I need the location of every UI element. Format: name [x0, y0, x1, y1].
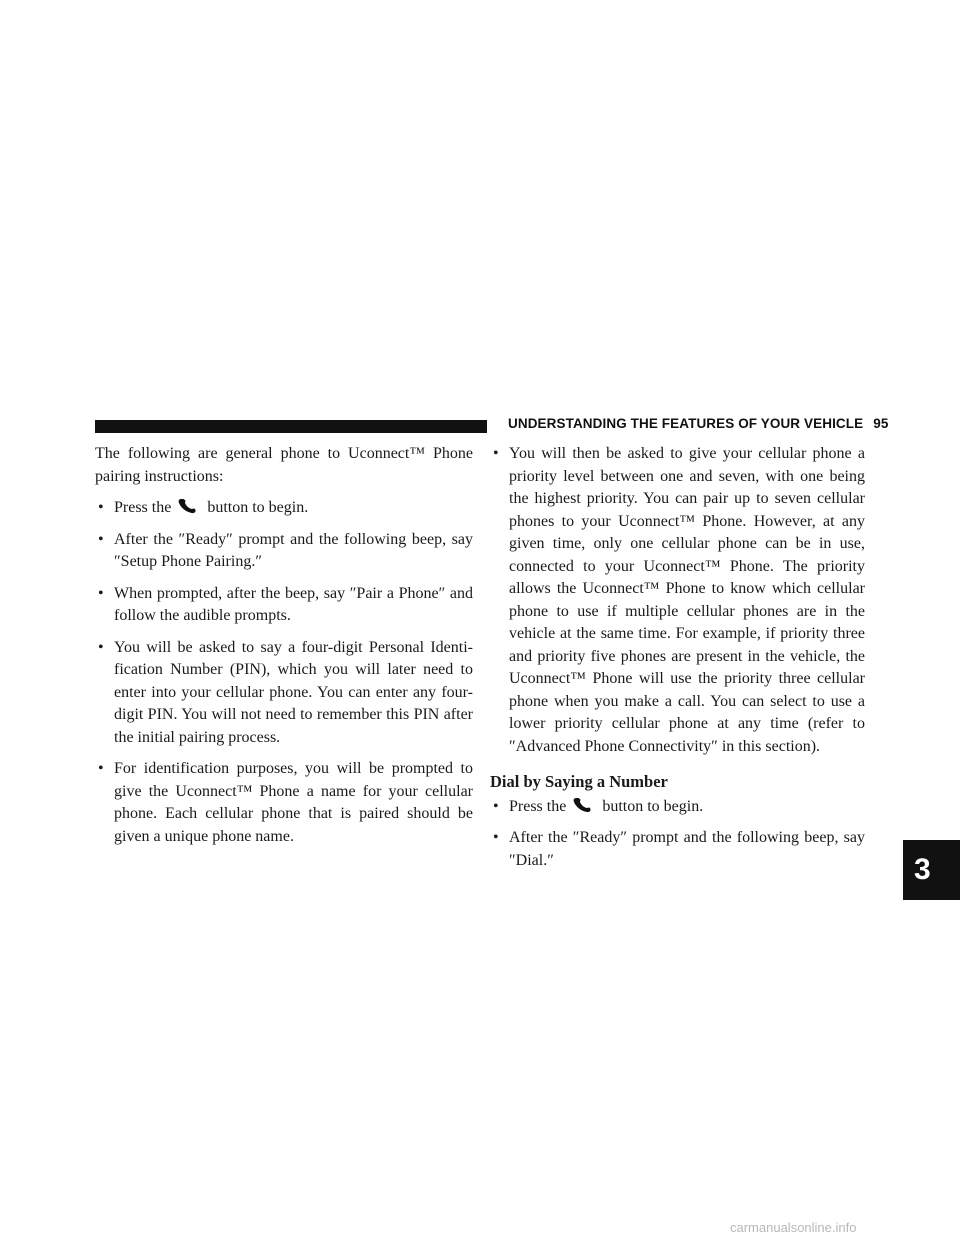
list-item-text: button to begin.	[207, 499, 309, 516]
chapter-tab[interactable]: 3	[903, 840, 960, 900]
left-column	[95, 443, 473, 848]
list-item	[95, 497, 473, 520]
watermark: carmanualsonline.info	[730, 1220, 857, 1235]
list-item	[95, 529, 473, 574]
bullet: •	[98, 638, 104, 656]
list-item-text: When prompted, after the beep, say ″Pair a Phone″ and follow the audible prompts.	[114, 584, 473, 624]
bullet: •	[98, 530, 104, 548]
list-item	[490, 827, 865, 872]
list-item	[95, 583, 473, 628]
section-heading: Dial by Saying a Number	[490, 772, 668, 791]
list-item-text: Press the	[114, 499, 172, 516]
list-item-text: Press the	[509, 797, 567, 815]
list-item	[95, 637, 473, 750]
list-item-text: You will be asked to say a four-digit Personal Identi-fication Number (PIN), which you will later need to enter into your cellular phone. You can enter any four-digit PIN. You will not need to remember this PIN after the initial pairing process.	[114, 638, 473, 746]
page-number: 95	[873, 416, 889, 431]
phone-handset-icon	[175, 498, 203, 514]
bullet: •	[98, 499, 104, 516]
intro-paragraph: The following are general phone to Uconnect™ Phone pairing instructions:	[95, 445, 473, 485]
list-item-text: After the ″Ready″ prompt and the following beep, say ″Setup Phone Pairing.″	[114, 530, 473, 570]
bullet: •	[493, 445, 499, 462]
bullet: •	[493, 829, 499, 846]
bullet: •	[98, 760, 104, 777]
header-title: UNDERSTANDING THE FEATURES OF YOUR VEHICLE	[508, 416, 864, 431]
running-header	[508, 416, 888, 436]
list-item-text: button to begin.	[602, 797, 704, 815]
list-item-text: You will then be asked to give your cellular phone a priority level between one and seven, with one being the highest priority. You can pair up to seven cellular phones to your Uconnect™ Phone. However, at any given time, only one cellular phone can be in use, connected to your Uconnect™ Phone. The priority allows the Uconnect™ Phone to know which cellular phone to use if multiple cellular phones are in the vehicle at the same time. For example, if priority three and priority five phones are present in the vehicle, the Uconnect™ Phone will use the priority three cellular phone when you make a call. You can select to use a lower priority cellular phone at any time (refer to ″Advanced Phone Connectivity″ in this section).	[509, 445, 865, 755]
list-item	[95, 758, 473, 848]
bullet: •	[493, 797, 499, 815]
phone-handset-icon	[570, 797, 598, 813]
list-item-text: For identification purposes, you will be prompted to give the Uconnect™ Phone a name for your cellular phone. Each cellular phone that is paired should be given a unique phone name.	[114, 760, 473, 845]
list-item	[490, 443, 865, 758]
list-item-text: After the ″Ready″ prompt and the following beep, say ″Dial.″	[509, 829, 865, 869]
bullet: •	[98, 584, 104, 602]
list-item	[490, 796, 865, 819]
right-column	[490, 443, 865, 872]
header-rule	[95, 420, 487, 433]
